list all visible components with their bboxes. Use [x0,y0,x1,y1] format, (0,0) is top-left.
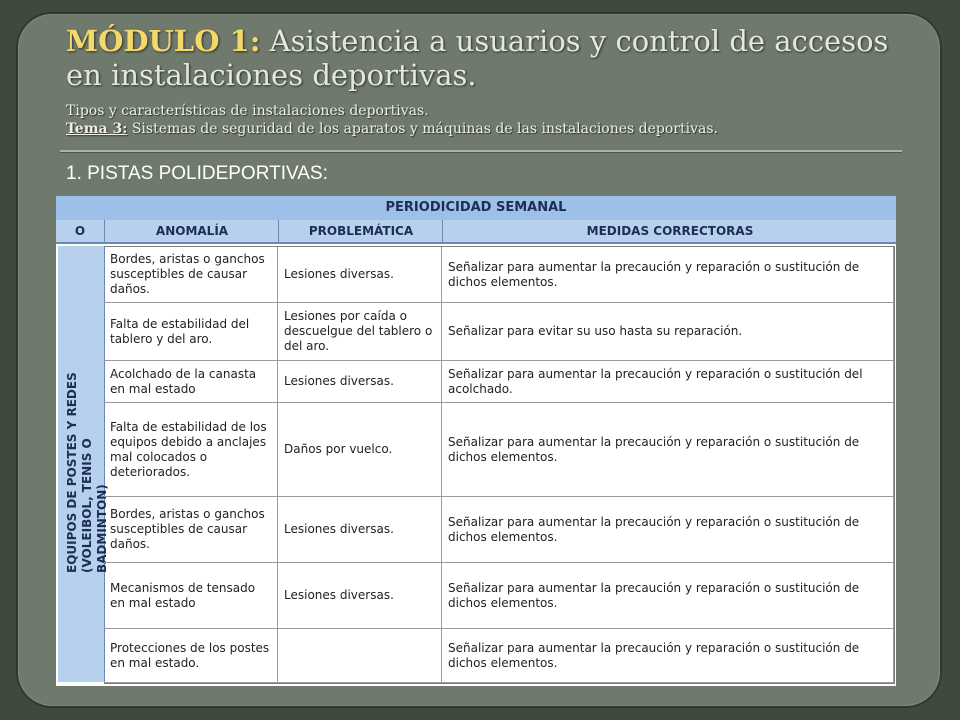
cell-anomalia [104,247,278,303]
cell-problematica [278,361,442,403]
slide-subtitle [66,102,926,138]
subtitle-line1: Tipos y características de instalaciones deportivas. [66,103,429,119]
slide-title [66,24,906,92]
cell-anomalia [104,497,278,563]
cell-anomalia [104,361,278,403]
cell-medidas [442,361,894,403]
cell-medidas-text: Señalizar para aumentar la precaución y reparación o sustitución de dichos elementos. [448,259,860,289]
cell-problematica-text: Daños por vuelco. [284,442,393,456]
group-label-line1: EQUIPOS DE POSTES Y REDES [65,372,79,573]
maintenance-table [56,196,896,686]
group-label [65,355,109,573]
cell-problematica [278,497,442,563]
cell-problematica [278,563,442,629]
cell-anomalia-text: Bordes, aristas o ganchos susceptibles de causar daños. [110,252,265,296]
column-header-anomalia: ANOMALÍA [104,220,279,242]
column-header-row [56,220,896,244]
cell-medidas [442,563,894,629]
cell-problematica-text: Lesiones diversas. [284,522,394,536]
cell-medidas-text: Señalizar para aumentar la precaución y reparación o sustitución de dichos elementos. [448,514,860,544]
cell-medidas-text: Señalizar para aumentar la precaución y reparación o sustitución de dichos elementos. [448,640,860,670]
cell-medidas [442,629,894,683]
cell-problematica-text: Lesiones diversas. [284,374,394,388]
cell-problematica [278,629,442,683]
title-divider [60,150,902,153]
column-header-o: O [74,224,86,238]
cell-anomalia-text: Mecanismos de tensado en mal estado [110,580,256,610]
cell-medidas-text: Señalizar para aumentar la precaución y reparación o sustitución de dichos elementos. [448,434,860,464]
group-label-cell [58,246,109,682]
cell-medidas [442,303,894,361]
cell-anomalia-text: Protecciones de los postes en mal estado. [110,640,270,670]
cell-anomalia [104,629,278,683]
column-header-medidas: MEDIDAS CORRECTORAS [442,220,897,242]
cell-problematica [278,403,442,497]
cell-anomalia-text: Falta de estabilidad del tablero y del aro. [110,316,250,346]
table-body [104,246,895,684]
subtitle-line2 [66,120,926,138]
cell-anomalia [104,403,278,497]
cell-medidas [442,403,894,497]
group-label-line2: (VOLEIBOL, TENIS O BADMINTON) [80,438,109,573]
period-header: PERIODICIDAD SEMANAL [56,196,896,221]
cell-medidas-text: Señalizar para evitar su uso hasta su reparación. [448,324,743,338]
title-rest: Asistencia a usuarios y control de accesos en instalaciones deportivas. [66,24,889,92]
tema-text: Sistemas de seguridad de los aparatos y máquinas de las instalaciones deportivas. [127,121,718,137]
cell-medidas-text: Señalizar para aumentar la precaución y reparación o sustitución del acolchado. [448,366,863,396]
tema-label: Tema 3: [66,121,128,137]
cell-problematica-text: Lesiones por caída o descuelgue del tablero o del aro. [284,309,433,353]
cell-medidas [442,497,894,563]
title-module: MÓDULO 1: [66,24,261,58]
cell-anomalia [104,303,278,361]
cell-anomalia-text: Acolchado de la canasta en mal estado [110,366,257,396]
cell-problematica-text: Lesiones diversas. [284,588,394,602]
cell-anomalia-text: Bordes, aristas o ganchos susceptibles de causar daños. [110,507,265,551]
cell-problematica [278,303,442,361]
section-heading: 1. PISTAS POLIDEPORTIVAS: [66,163,328,184]
cell-medidas [442,247,894,303]
cell-problematica [278,247,442,303]
cell-medidas-text: Señalizar para aumentar la precaución y reparación o sustitución de dichos elementos. [448,580,860,610]
cell-anomalia-text: Falta de estabilidad de los equipos debido a anclajes mal colocados o deteriorados. [110,419,267,479]
cell-problematica-text: Lesiones diversas. [284,267,394,281]
column-header-problematica: PROBLEMÁTICA [278,220,443,242]
cell-anomalia [104,563,278,629]
